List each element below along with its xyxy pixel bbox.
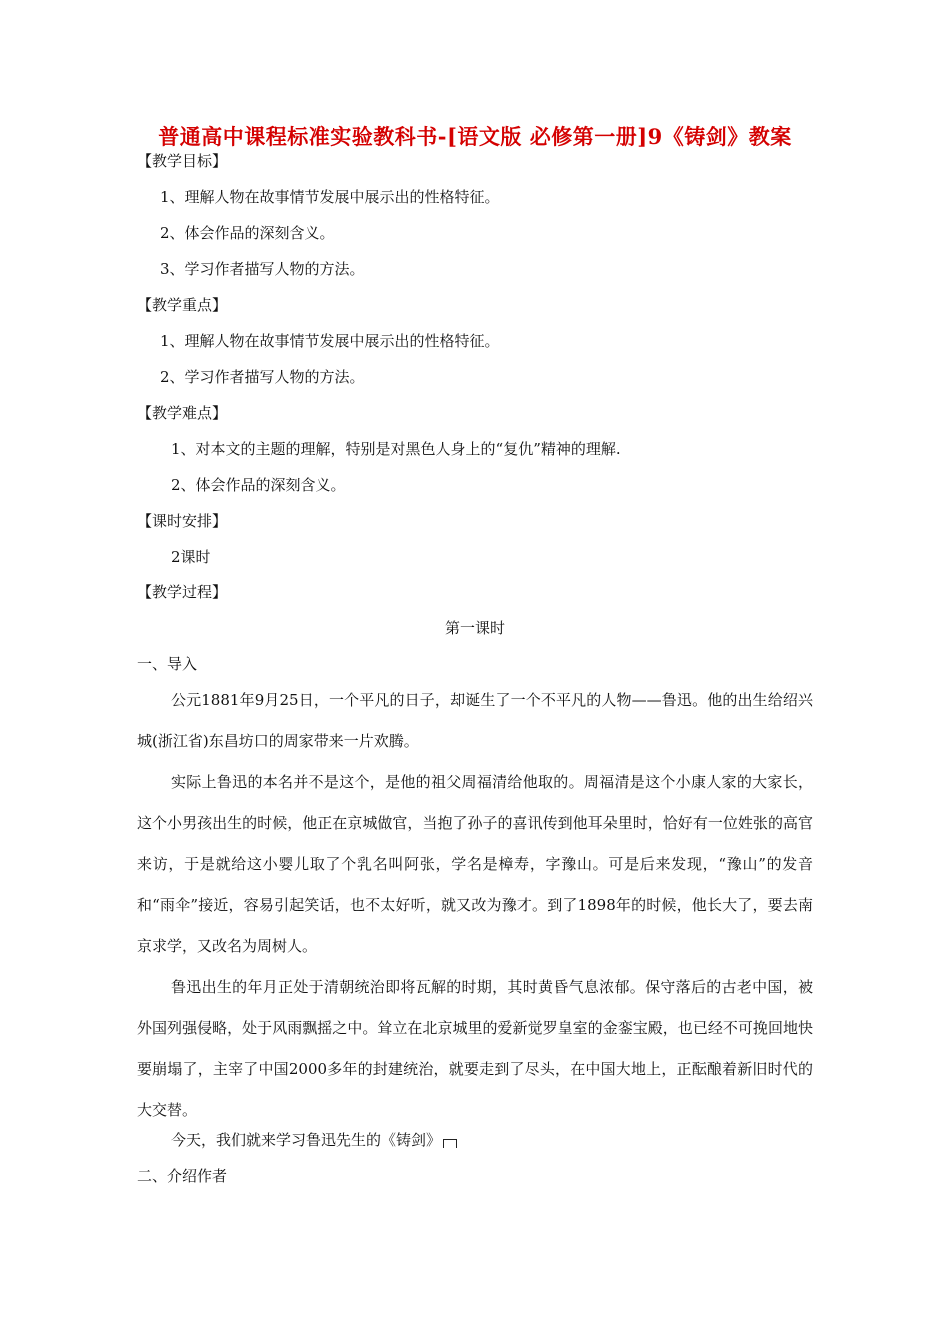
goal-item: 3、学习作者描写人物的方法。 [160, 260, 365, 278]
goals-heading: 【教学目标】 [137, 152, 228, 170]
document-title: 普通高中课程标准实验教科书-[语文版 必修第一册]9《铸剑》教案 [158, 124, 792, 149]
focus-item: 1、理解人物在故事情节发展中展示出的性格特征。 [160, 332, 500, 350]
closing-line-text: 今天，我们就来学习鲁迅先生的《铸剑》 [171, 1131, 442, 1149]
process-heading: 【教学过程】 [137, 583, 228, 601]
difficulty-item: 1、对本文的主题的理解，特别是对黑色人身上的“复仇”精神的理解. [171, 440, 621, 458]
body-paragraph: 实际上鲁迅的本名并不是这个，是他的祖父周福清给他取的。周福清是这个小康人家的大家长，这个小男孩出生的时候，他正在京城做官，当抱了孙子的喜讯传到他耳朵里时，恰好有一位姓张的高官来访，于是就给这小婴儿取了个乳名叫阿张，学名是樟寿，字豫山。可是后来发现，“豫山”的发音和“雨伞”接近，容易引起笑话，也不太好听，就又改为豫才。到了1898年的时候，他长大了，要去南京求学，又改名为周树人。 [137, 773, 813, 955]
goal-item: 2、体会作品的深刻含义。 [160, 224, 335, 242]
part-heading-intro: 一、导入 [137, 655, 198, 673]
bracket-mark-icon [443, 1139, 457, 1148]
closing-line [171, 1130, 457, 1150]
difficulty-heading: 【教学难点】 [137, 404, 228, 422]
focus-item: 2、学习作者描写人物的方法。 [160, 368, 365, 386]
schedule-heading: 【课时安排】 [137, 512, 228, 530]
focus-heading: 【教学重点】 [137, 296, 228, 314]
difficulty-item: 2、体会作品的深刻含义。 [171, 476, 346, 494]
part-heading-author: 二、介绍作者 [137, 1167, 228, 1185]
lesson-title: 第一课时 [444, 619, 505, 637]
body-paragraph: 鲁迅出生的年月正处于清朝统治即将瓦解的时期，其时黄昏气息浓郁。保守落后的古老中国，被外国列强侵略，处于风雨飘摇之中。耸立在北京城里的爱新觉罗皇室的金銮宝殿，也已经不可挽回地快要崩塌了，主宰了中国2000多年的封建统治，就要走到了尽头，在中国大地上，正酝酿着新旧时代的大交替。 [137, 978, 813, 1119]
goal-item: 1、理解人物在故事情节发展中展示出的性格特征。 [160, 188, 500, 206]
body-paragraph: 公元1881年9月25日，一个平凡的日子，却诞生了一个不平凡的人物——鲁迅。他的出生给绍兴城(浙江省)东昌坊口的周家带来一片欢腾。 [137, 691, 813, 750]
schedule-value: 2课时 [171, 548, 211, 566]
